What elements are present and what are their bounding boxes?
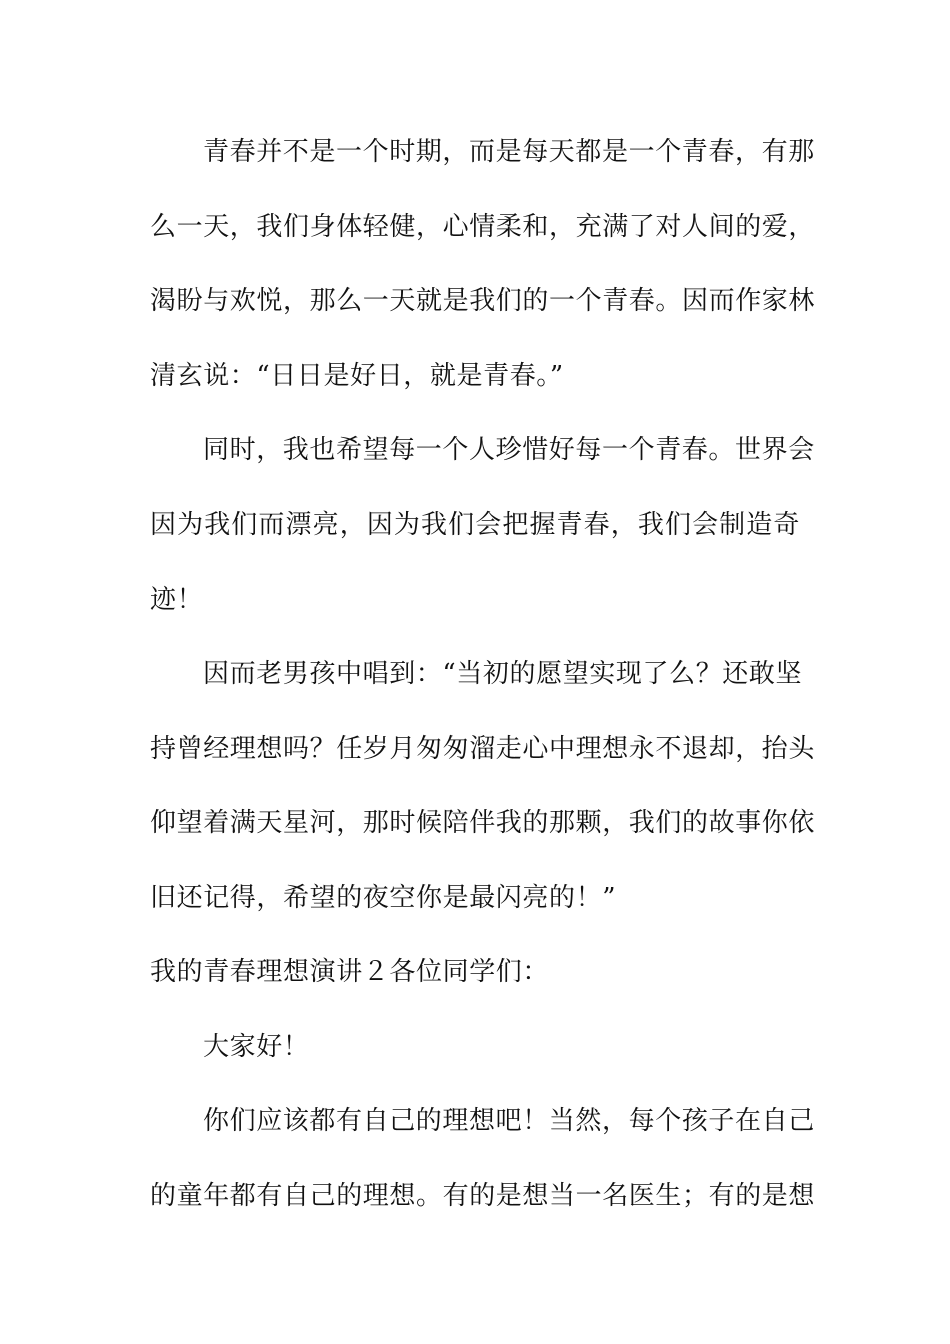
section-heading: 我的青春理想演讲２各位同学们： (150, 957, 550, 987)
paragraph-4-line-2: 的童年都有自己的理想。有的是想当一名医生；有的是想 (150, 1181, 816, 1211)
paragraph-4-line-1: 你们应该都有自己的理想吧！当然，每个孩子在自己 (203, 1106, 815, 1136)
greeting: 大家好！ (203, 1032, 310, 1062)
paragraph-2-line-2: 因为我们而漂亮，因为我们会把握青春，我们会制造奇 (150, 510, 800, 540)
paragraph-1-line-2: 么一天，我们身体轻健，心情柔和，充满了对人间的爱， (150, 212, 816, 242)
paragraph-3-line-3: 仰望着满天星河，那时候陪伴我的那颗，我们的故事你依 (150, 808, 816, 838)
paragraph-1-line-3: 渴盼与欢悦，那么一天就是我们的一个青春。因而作家林 (150, 286, 816, 316)
paragraph-3-line-1: 因而老男孩中唱到：“当初的愿望实现了么？还敢坚 (203, 659, 803, 689)
paragraph-1-line-4: 清玄说：“日日是好日，就是青春。” (150, 361, 564, 391)
paragraph-3-line-2: 持曾经理想吗？任岁月匆匆溜走心中理想永不退却，抬头 (150, 734, 816, 764)
paragraph-1-line-1: 青春并不是一个时期，而是每天都是一个青春，有那 (203, 137, 815, 167)
paragraph-2-line-1: 同时，我也希望每一个人珍惜好每一个青春。世界会 (203, 435, 815, 465)
paragraph-3-line-4: 旧还记得，希望的夜空你是最闪亮的！” (150, 883, 617, 913)
paragraph-2-line-3: 迹！ (150, 585, 204, 615)
